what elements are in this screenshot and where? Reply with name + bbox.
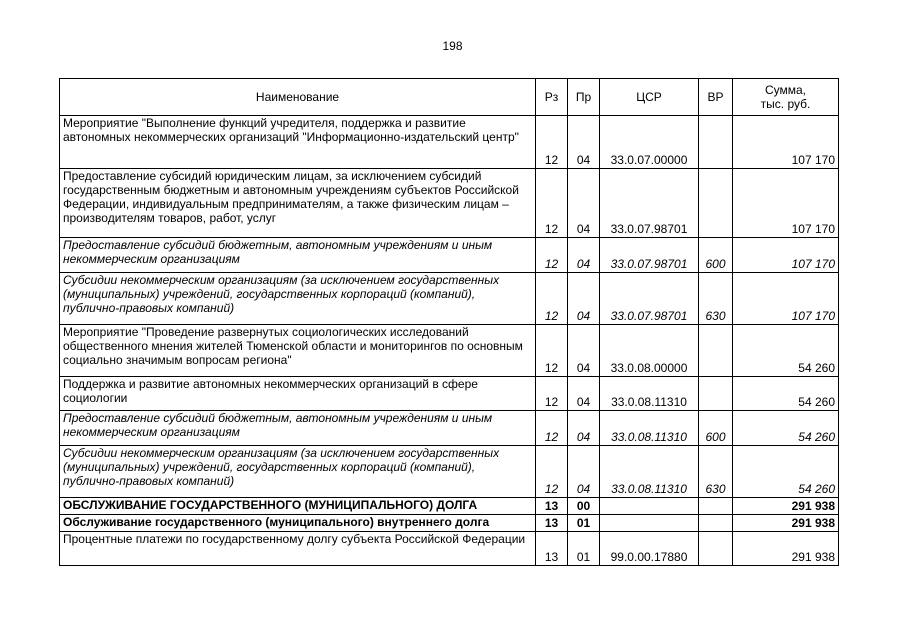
row-rz: 12 (536, 446, 568, 498)
row-name: Предоставление субсидий юридическим лицам, за исключением субсидий государственным бюджетным и автономным учреждениям субъектов Российской Федерации, индивидуальным предпринимателям, а также физическим лицам – производителям товаров, работ, услуг (60, 169, 536, 238)
row-csr: 33.0.08.11310 (600, 411, 699, 446)
row-rz: 12 (536, 325, 568, 377)
table-header-row (60, 79, 839, 116)
row-sum: 291 938 (733, 515, 839, 532)
row-csr: 33.0.07.98701 (600, 238, 699, 273)
row-vr (699, 498, 733, 515)
row-vr: 600 (699, 238, 733, 273)
table-row (60, 498, 839, 515)
row-rz: 12 (536, 116, 568, 169)
row-name: Мероприятие "Выполнение функций учредителя, поддержка и развитие автономных некоммерческих организаций "Информационно-издательский центр" (60, 116, 536, 169)
row-rz: 13 (536, 532, 568, 566)
row-csr: 33.0.08.11310 (600, 446, 699, 498)
row-vr (699, 116, 733, 169)
budget-table (59, 78, 839, 566)
row-sum: 54 260 (733, 411, 839, 446)
row-name: Процентные платежи по государственному долгу субъекта Российской Федерации (60, 532, 536, 566)
table-row (60, 169, 839, 238)
row-csr: 33.0.08.11310 (600, 377, 699, 411)
row-vr (699, 169, 733, 238)
row-vr (699, 515, 733, 532)
table-row (60, 325, 839, 377)
table-row (60, 411, 839, 446)
row-csr: 99.0.00.17880 (600, 532, 699, 566)
row-csr: 33.0.07.98701 (600, 169, 699, 238)
row-rz: 13 (536, 498, 568, 515)
row-rz: 12 (536, 238, 568, 273)
row-pr: 01 (568, 532, 600, 566)
row-sum: 291 938 (733, 532, 839, 566)
row-name: Субсидии некоммерческим организациям (за исключением государственных (муниципальных) учреждений, государственных корпораций (компаний), публично-правовых компаний) (60, 273, 536, 325)
row-csr: 33.0.08.00000 (600, 325, 699, 377)
row-rz: 12 (536, 169, 568, 238)
row-csr (600, 515, 699, 532)
header-sum-line1: Сумма, (764, 83, 807, 97)
row-name: Субсидии некоммерческим организациям (за исключением государственных (муниципальных) учреждений, государственных корпораций (компаний), публично-правовых компаний) (60, 446, 536, 498)
row-name: Предоставление субсидий бюджетным, автономным учреждениям и иным некоммерческим организациям (60, 411, 536, 446)
header-rz: Рз (536, 79, 568, 116)
row-name: ОБСЛУЖИВАНИЕ ГОСУДАРСТВЕННОГО (МУНИЦИПАЛЬНОГО) ДОЛГА (60, 498, 536, 515)
row-sum: 107 170 (733, 116, 839, 169)
row-sum: 54 260 (733, 446, 839, 498)
row-vr (699, 377, 733, 411)
row-csr: 33.0.07.00000 (600, 116, 699, 169)
row-pr: 04 (568, 446, 600, 498)
header-pr: Пр (568, 79, 600, 116)
row-name: Мероприятие "Проведение развернутых социологических исследований общественного мнения жителей Тюменской области и мониторингов по основным социально значимым вопросам региона" (60, 325, 536, 377)
row-pr: 01 (568, 515, 600, 532)
header-sum-line2: тыс. руб. (760, 97, 811, 111)
row-vr (699, 532, 733, 566)
header-vr: ВР (699, 79, 733, 116)
row-vr: 600 (699, 411, 733, 446)
table-row (60, 238, 839, 273)
row-rz: 12 (536, 273, 568, 325)
table-row (60, 532, 839, 566)
row-csr (600, 498, 699, 515)
row-sum: 54 260 (733, 377, 839, 411)
page-number: 198 (442, 39, 463, 53)
header-name: Наименование (60, 79, 536, 116)
row-pr: 00 (568, 498, 600, 515)
row-name: Поддержка и развитие автономных некоммерческих организаций в сфере социологии (60, 377, 536, 411)
row-vr (699, 325, 733, 377)
row-sum: 107 170 (733, 273, 839, 325)
table-row (60, 515, 839, 532)
row-pr: 04 (568, 325, 600, 377)
row-vr: 630 (699, 446, 733, 498)
table-row (60, 273, 839, 325)
row-name: Предоставление субсидий бюджетным, автономным учреждениям и иным некоммерческим организациям (60, 238, 536, 273)
table-row (60, 446, 839, 498)
row-rz: 12 (536, 411, 568, 446)
row-sum: 291 938 (733, 498, 839, 515)
row-sum: 54 260 (733, 325, 839, 377)
row-rz: 13 (536, 515, 568, 532)
row-pr: 04 (568, 238, 600, 273)
row-name: Обслуживание государственного (муниципального) внутреннего долга (60, 515, 536, 532)
row-pr: 04 (568, 411, 600, 446)
table-row (60, 116, 839, 169)
row-vr: 630 (699, 273, 733, 325)
header-csr: ЦСР (600, 79, 699, 116)
header-sum (733, 79, 839, 116)
row-csr: 33.0.07.98701 (600, 273, 699, 325)
row-sum: 107 170 (733, 238, 839, 273)
row-pr: 04 (568, 116, 600, 169)
table-row (60, 377, 839, 411)
row-pr: 04 (568, 273, 600, 325)
row-pr: 04 (568, 169, 600, 238)
row-sum: 107 170 (733, 169, 839, 238)
row-pr: 04 (568, 377, 600, 411)
row-rz: 12 (536, 377, 568, 411)
